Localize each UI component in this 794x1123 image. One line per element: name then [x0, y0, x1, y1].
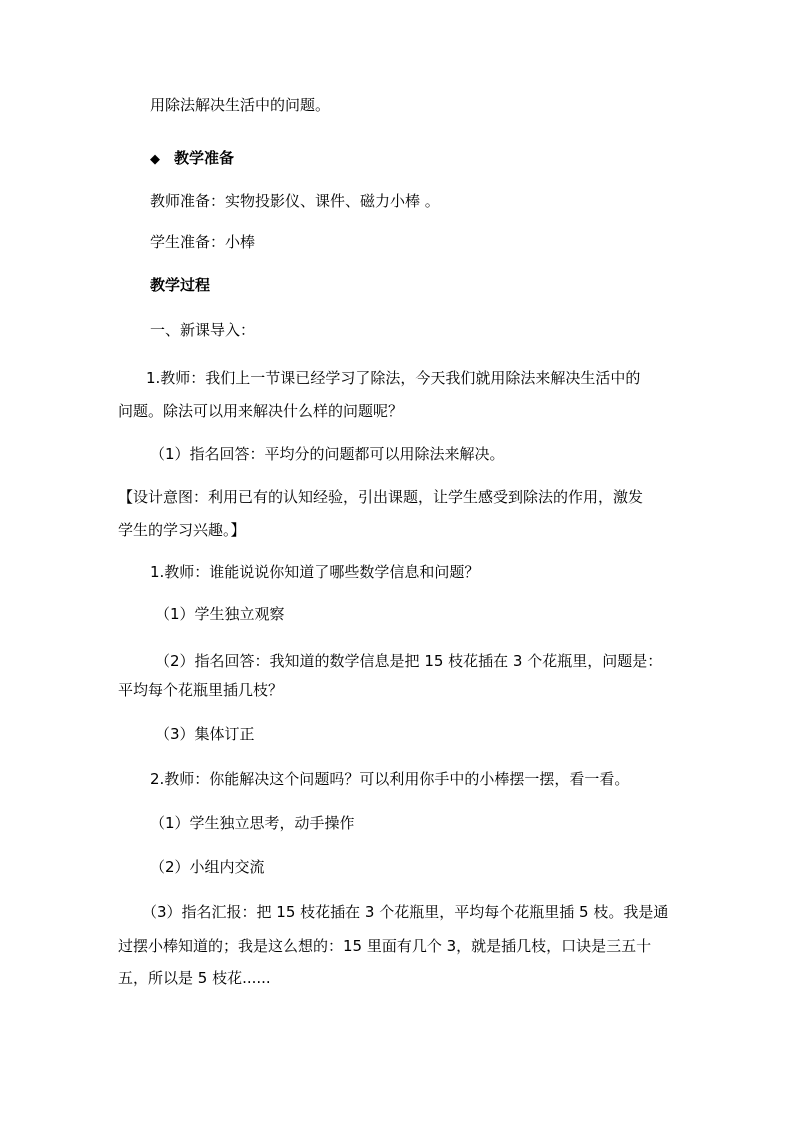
text-line: （1）学生独立观察	[155, 605, 285, 623]
text-line: 2.教师：你能解决这个问题吗？可以利用你手中的小棒摆一摆，看一看。	[150, 770, 630, 788]
text-line: 平均每个花瓶里插几枝？	[118, 681, 284, 699]
text-line: 学生准备：小棒	[150, 233, 256, 251]
section-heading	[150, 148, 234, 170]
text-line: （1）指名回答：平均分的问题都可以用除法来解决。	[150, 445, 505, 463]
design-intent-note: 【设计意图：利用已有的认知经验，引出课题，让学生感受到除法的作用，激发	[118, 488, 644, 506]
text-line: （3）指名汇报：把 15 枝花插在 3 个花瓶里，平均每个花瓶里插 5 枝。我是通	[142, 903, 669, 921]
text-line: 教师准备：实物投影仪、课件、磁力小棒 。	[150, 192, 440, 210]
text-line: （2）指名回答：我知道的数学信息是把 15 枝花插在 3 个花瓶里，问题是：	[155, 652, 663, 670]
text-line: 过摆小棒知道的；我是这么想的：15 里面有几个 3，就是插几枝，口诀是三五十	[118, 937, 652, 955]
text-line: （1）学生独立思考，动手操作	[150, 814, 355, 832]
text-line: 用除法解决生活中的问题。	[150, 96, 331, 114]
section-heading: 教学过程	[150, 276, 211, 294]
text-line: 1.教师：谁能说说你知道了哪些数学信息和问题？	[150, 563, 480, 581]
text-line: 问题。除法可以用来解决什么样的问题呢？	[118, 402, 404, 420]
section-heading-text: 教学准备	[174, 149, 235, 167]
design-intent-note: 学生的学习兴趣。】	[118, 521, 246, 539]
text-line: 五，所以是 5 枝花......	[118, 969, 271, 987]
text-line: 一、新课导入：	[150, 321, 256, 339]
text-line: （3）集体订正	[155, 725, 255, 743]
text-line: 1.教师：我们上一节课已经学习了除法，今天我们就用除法来解决生活中的	[146, 369, 641, 387]
text-line: （2）小组内交流	[150, 858, 265, 876]
diamond-bullet-icon: ◆	[150, 152, 160, 167]
